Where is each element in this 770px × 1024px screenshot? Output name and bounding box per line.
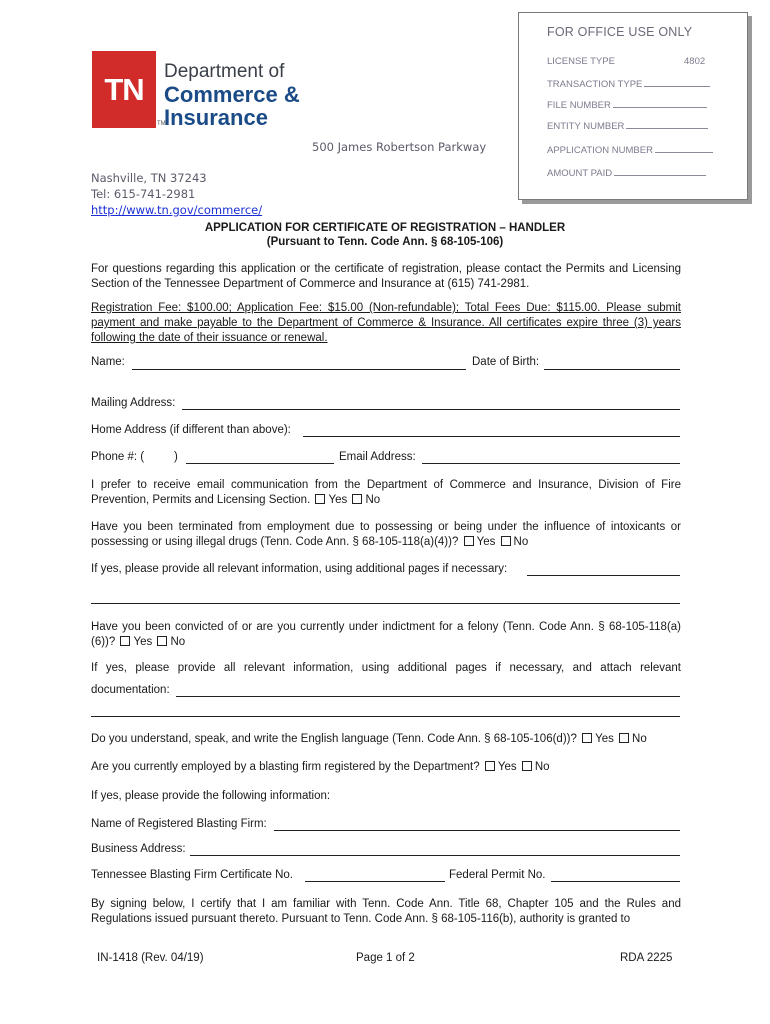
- file-number-row: FILE NUMBER: [547, 98, 707, 111]
- terminated-details-field-2[interactable]: [91, 603, 680, 604]
- email-pref-yes-checkbox[interactable]: [315, 494, 325, 504]
- phone-close-paren: ): [174, 451, 178, 463]
- office-use-box: [518, 12, 748, 200]
- form-number: IN-1418 (Rev. 04/19): [97, 952, 204, 964]
- certificate-no-field[interactable]: [305, 881, 445, 882]
- email-preference-question: I prefer to receive email communication from the Department of Commerce and Insurance, Division of Fire Prevention, Permits and Licensing Section. Yes No: [91, 479, 681, 506]
- felony-question: Have you been convicted of or are you currently under indictment for a felony (Tenn. Code Ann. § 68-105-118(a)(6))? Yes No: [91, 621, 681, 648]
- business-address-field[interactable]: [190, 855, 680, 856]
- home-address-label: Home Address (if different than above):: [91, 424, 291, 436]
- terminated-no-checkbox[interactable]: [501, 536, 511, 546]
- dob-label: Date of Birth:: [472, 356, 540, 368]
- dob-field[interactable]: [544, 369, 680, 370]
- felony-if-yes-label: If yes, please provide all relevant information, using additional pages if necessary, and attach relevant: [91, 662, 681, 674]
- phone-field[interactable]: [186, 463, 334, 464]
- certificate-no-label: Tennessee Blasting Firm Certificate No.: [91, 869, 293, 881]
- english-question: Do you understand, speak, and write the English language (Tenn. Code Ann. § 68-105-106(d))? Yes No: [91, 733, 647, 745]
- english-yes-checkbox[interactable]: [582, 733, 592, 743]
- employed-yes-checkbox[interactable]: [485, 761, 495, 771]
- logo-commerce-text: Commerce &: [164, 82, 300, 107]
- terminated-question: Have you been terminated from employment due to possessing or being under the influence of intoxicants or possessing or using illegal drugs (Tenn. Code Ann. § 68-105-118(a)(4))? Yes No: [91, 521, 681, 548]
- terminated-yes-checkbox[interactable]: [464, 536, 474, 546]
- logo-trademark: TM: [157, 121, 166, 127]
- email-label: Email Address:: [339, 451, 416, 463]
- logo-insurance-text: Insurance: [164, 105, 268, 130]
- felony-details-field-2[interactable]: [91, 716, 680, 717]
- form-title: APPLICATION FOR CERTIFICATE OF REGISTRATION – HANDLER: [204, 222, 566, 234]
- name-label: Name:: [91, 356, 125, 368]
- federal-permit-label: Federal Permit No.: [449, 869, 546, 881]
- office-use-title: FOR OFFICE USE ONLY: [547, 25, 693, 39]
- email-field[interactable]: [422, 463, 680, 464]
- website-link[interactable]: http://www.tn.gov/commerce/: [91, 203, 263, 217]
- mailing-address-label: Mailing Address:: [91, 397, 176, 409]
- documentation-label: documentation:: [91, 684, 170, 696]
- page-number: Page 1 of 2: [356, 952, 415, 964]
- transaction-type-row: TRANSACTION TYPE: [547, 77, 710, 90]
- name-field[interactable]: [132, 369, 466, 370]
- employed-question: Are you currently employed by a blasting firm registered by the Department? Yes No: [91, 761, 550, 773]
- logo-department-text: Department of: [164, 61, 285, 82]
- license-type-value: 4802: [684, 56, 706, 67]
- fees-paragraph: Registration Fee: $100.00; Application Fee: $15.00 (Non-refundable); Total Fees Due: $115.00. Please submit payment and make payable to the Department of Commerce & Insurance. All certificates expire three (3) years following the date of their issuance or renewal.: [91, 302, 681, 344]
- application-number-row: APPLICATION NUMBER: [547, 143, 713, 156]
- felony-yes-checkbox[interactable]: [120, 636, 130, 646]
- street-address: 500 James Robertson Parkway: [312, 140, 487, 154]
- firm-name-field[interactable]: [274, 830, 680, 831]
- email-pref-no-checkbox[interactable]: [352, 494, 362, 504]
- business-address-label: Business Address:: [91, 843, 186, 855]
- amount-paid-row: AMOUNT PAID: [547, 166, 706, 179]
- terminated-details-field-1[interactable]: [527, 575, 680, 576]
- intro-paragraph: For questions regarding this application or the certificate of registration, please contact the Permits and Licensing Section of the Tennessee Department of Commerce and Insurance at (615) 741-2981.: [91, 263, 681, 290]
- entity-number-row: ENTITY NUMBER: [547, 119, 708, 132]
- felony-no-checkbox[interactable]: [157, 636, 167, 646]
- employed-no-checkbox[interactable]: [522, 761, 532, 771]
- form-subtitle: (Pursuant to Tenn. Code Ann. § 68-105-106): [266, 236, 504, 248]
- mailing-address-field[interactable]: [182, 409, 680, 410]
- federal-permit-field[interactable]: [551, 881, 680, 882]
- rda-number: RDA 2225: [620, 952, 673, 964]
- home-address-field[interactable]: [303, 436, 680, 437]
- telephone: Tel: 615-741-2981: [91, 187, 196, 201]
- firm-name-label: Name of Registered Blasting Firm:: [91, 818, 267, 830]
- english-no-checkbox[interactable]: [619, 733, 629, 743]
- felony-details-field-1[interactable]: [176, 696, 680, 697]
- signing-paragraph: By signing below, I certify that I am familiar with Tenn. Code Ann. Title 68, Chapter 105 and the Rules and Regulations issued pursuant thereto. Pursuant to Tenn. Code Ann. § 68-105-116(b), authority is granted to: [91, 898, 681, 925]
- terminated-if-yes-label: If yes, please provide all relevant information, using additional pages if necessary:: [91, 563, 508, 575]
- tn-logo-mark: TN: [92, 51, 156, 128]
- phone-label: Phone #: (: [91, 451, 145, 463]
- license-type-label: LICENSE TYPE: [547, 56, 615, 67]
- city-address: Nashville, TN 37243: [91, 171, 207, 185]
- employed-if-yes-label: If yes, please provide the following information:: [91, 790, 331, 802]
